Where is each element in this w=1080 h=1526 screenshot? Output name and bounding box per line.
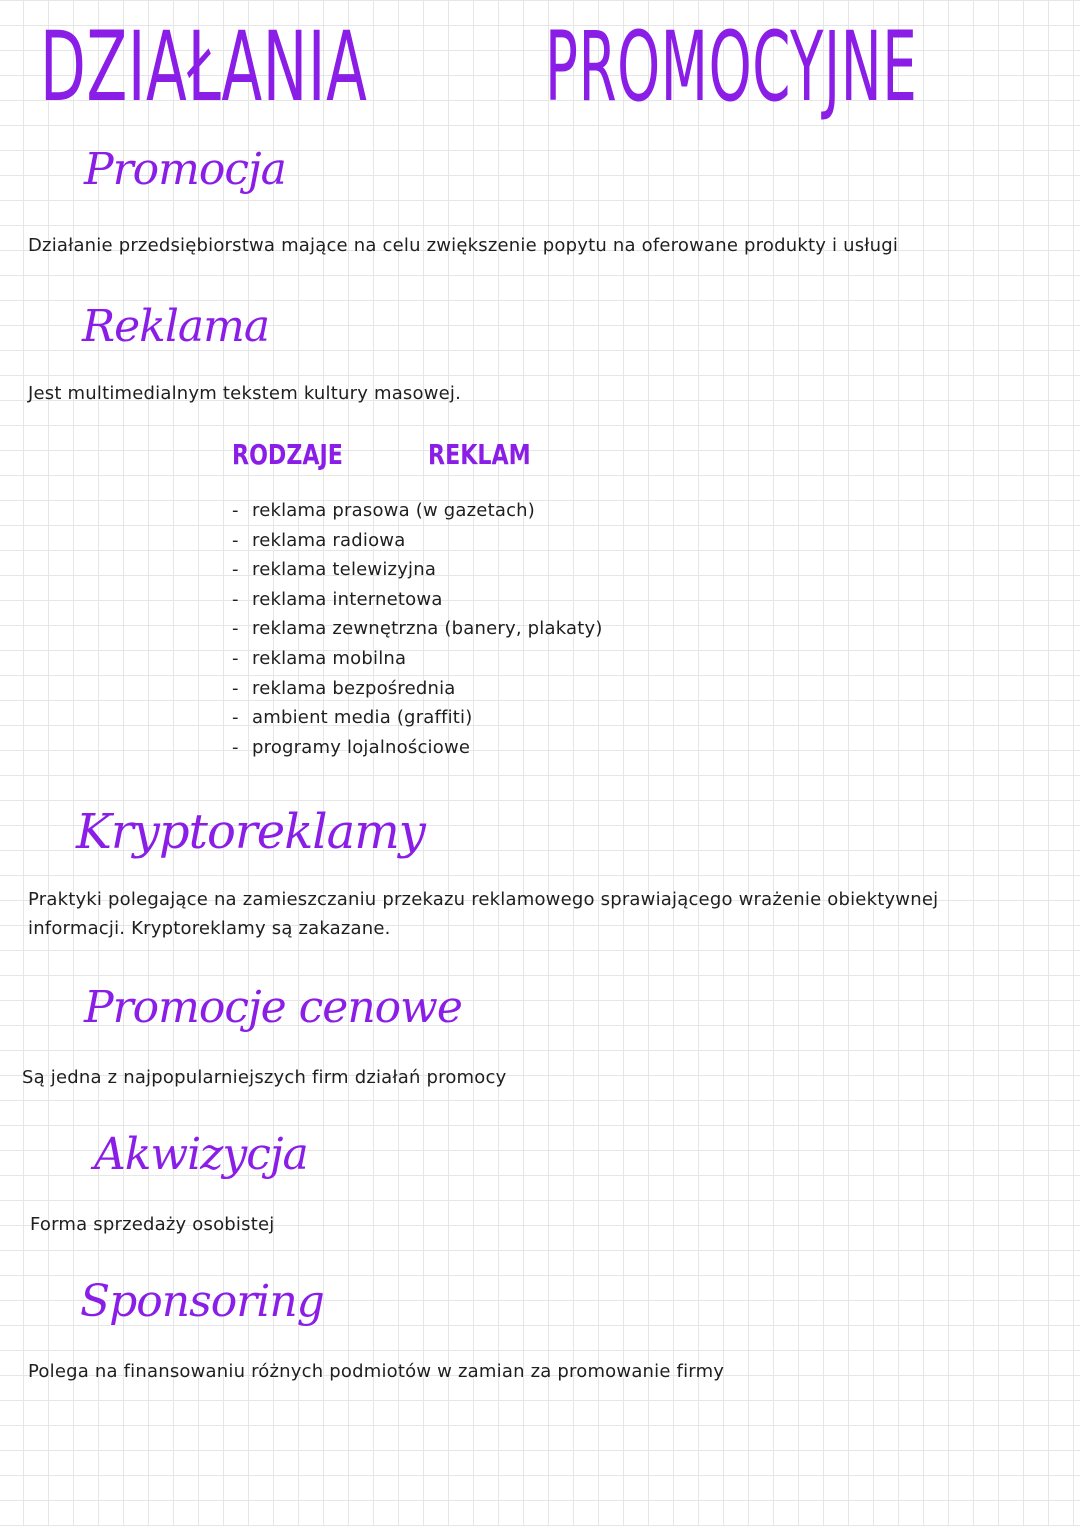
- list-item-text: programy lojalnościowe: [252, 736, 471, 758]
- list-item-text: reklama radiowa: [252, 529, 406, 551]
- page-title-word-2: PROMOCYJNE: [545, 11, 918, 123]
- text-reklama: Jest multimedialnym tekstem kultury masowej.: [28, 383, 462, 404]
- subheading-word-1: RODZAJE: [232, 438, 343, 471]
- list-item-text: reklama mobilna: [252, 647, 407, 669]
- page-title-word-1: DZIAŁANIA: [40, 11, 368, 123]
- ad-types-list: [232, 496, 603, 762]
- list-item: - reklama mobilna: [232, 647, 407, 669]
- heading-promocja: Promocja: [84, 144, 286, 195]
- list-item: - reklama radiowa: [232, 529, 406, 551]
- list-item-text: reklama prasowa (w gazetach): [252, 500, 536, 521]
- heading-kryptoreklamy: Kryptoreklamy: [76, 804, 425, 860]
- list-item-text: reklama zewnętrzna (banery, plakaty): [252, 618, 603, 640]
- heading-reklama: Reklama: [82, 301, 270, 352]
- heading-promocje-cenowe: Promocje cenowe: [84, 982, 462, 1033]
- text-sponsoring: Polega na finansowaniu różnych podmiotów w zamian za promowanie firmy: [28, 1361, 725, 1382]
- page-title: [40, 12, 1040, 122]
- list-item-text: reklama internetowa: [252, 588, 443, 610]
- list-item-text: reklama bezpośrednia: [252, 677, 456, 699]
- list-item: - programy lojalnościowe: [232, 736, 471, 758]
- heading-akwizycja: Akwizycja: [94, 1129, 308, 1180]
- heading-sponsoring: Sponsoring: [80, 1276, 324, 1327]
- text-akwizycja: Forma sprzedaży osobistej: [30, 1214, 275, 1235]
- subheading-word-2: REKLAM: [428, 438, 531, 471]
- text-kryptoreklamy-line-1: Praktyki polegające na zamieszczaniu przekazu reklamowego sprawiającego wrażenie obiektywnej: [28, 889, 939, 910]
- list-item: - ambient media (graffiti): [232, 707, 473, 729]
- text-promocje-cenowe: Są jedna z najpopularniejszych firm działań promocy: [22, 1067, 507, 1088]
- list-item: - reklama prasowa (w gazetach): [232, 500, 536, 521]
- text-kryptoreklamy-line-2: informacji. Kryptoreklamy są zakazane.: [28, 918, 391, 939]
- list-item: - reklama internetowa: [232, 588, 443, 610]
- list-item: - reklama telewizyjna: [232, 559, 437, 581]
- list-item-text: ambient media (graffiti): [252, 707, 473, 729]
- text-promocja: Działanie przedsiębiorstwa mające na celu zwiększenie popytu na oferowane produkty i usługi: [28, 235, 899, 256]
- list-item: - reklama zewnętrzna (banery, plakaty): [232, 618, 603, 640]
- list-item-text: reklama telewizyjna: [252, 559, 437, 581]
- subheading-rodzaje-reklam: [232, 438, 531, 472]
- list-item: - reklama bezpośrednia: [232, 677, 456, 699]
